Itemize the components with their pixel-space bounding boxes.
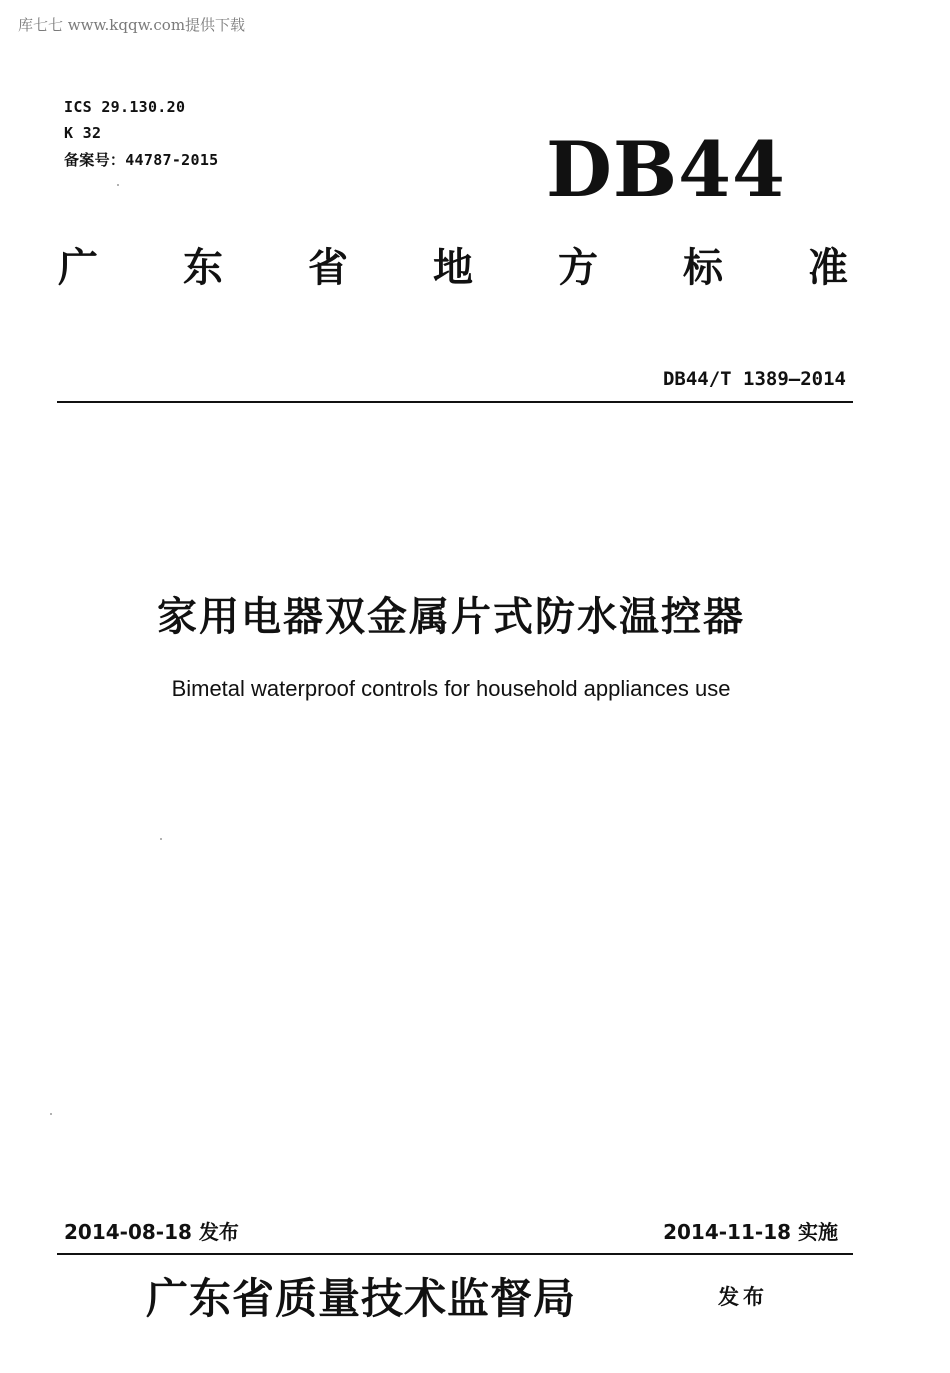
issue-label: 发布 [718, 1285, 768, 1309]
scan-speck [160, 838, 162, 840]
implement-date: 2014-11-18 实施 [663, 1220, 838, 1244]
ccs-code: K 32 [64, 124, 102, 142]
standard-type-char: 标 [683, 245, 723, 291]
footer-divider [57, 1253, 853, 1255]
title-english: Bimetal waterproof controls for household appliances use [171, 676, 731, 701]
standard-type-char: 东 [183, 245, 223, 291]
standard-type-char: 广 [58, 245, 98, 291]
title-chinese: 家用电器双金属片式防水温控器 [157, 594, 745, 640]
watermark-text: 库七七 www.kqqw.com提供下载 [18, 16, 246, 34]
issue-date: 2014-08-18 发布 [64, 1220, 239, 1244]
standard-type-heading [58, 245, 848, 291]
db44-logo: DB44 [546, 125, 786, 214]
standard-type-char: 省 [308, 245, 348, 291]
standard-type-char: 地 [433, 245, 473, 291]
filing-number: 备案号：44787-2015 [64, 151, 219, 169]
scan-speck [50, 1113, 52, 1115]
scan-speck [117, 184, 119, 186]
standard-type-char: 方 [558, 245, 598, 291]
standard-type-char: 准 [808, 245, 848, 291]
header-divider [57, 401, 853, 403]
issuing-authority: 广东省质量技术监督局 [146, 1274, 577, 1323]
ics-code: ICS 29.130.20 [64, 98, 186, 116]
standard-number: DB44/T 1389—2014 [662, 368, 846, 390]
